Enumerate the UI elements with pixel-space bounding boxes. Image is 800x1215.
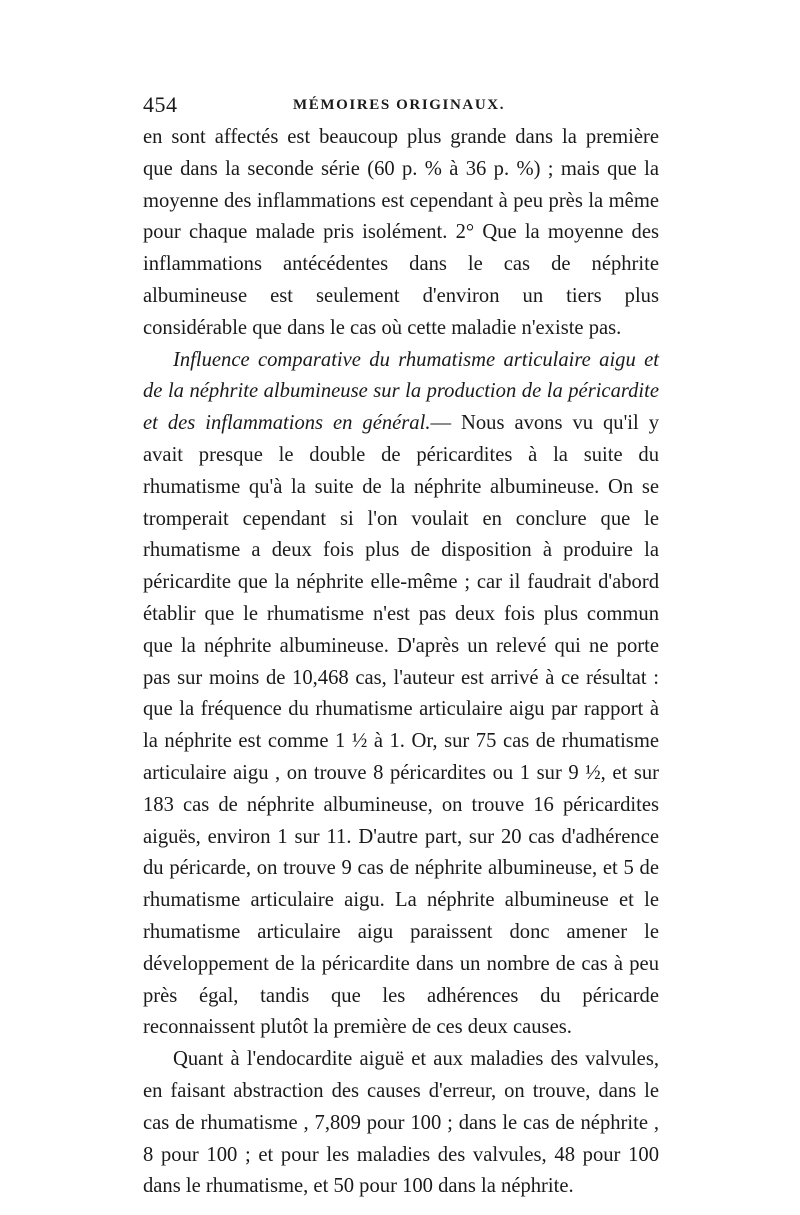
paragraph-2 [143, 345, 659, 1045]
paragraph-2-text: — Nous avons vu qu'il y avait presque le double de péricardites à la suite du rhumatisme qu'à la suite de la néphrite albumineuse. On se tromperait cependant si l'on voulait en conclure que le rhumatisme a deux fois plus de disposition à produire la péricardite que la néphrite elle-même ; car il faudrait d'abord établir que le rhumatisme n'est pas deux fois plus commun que la néphrite albumineuse. D'après un relevé qui ne porte pas sur moins de 10,468 cas, l'auteur est arrivé à ce résultat : que la fréquence du rhumatisme articulaire aigu par rapport à la néphrite est comme 1 ½ à 1. Or, sur 75 cas de rhumatisme articulaire aigu , on trouve 8 péricardites ou 1 sur 9 ½, et sur 183 cas de néphrite albumineuse, on trouve 16 péricardites aiguës, environ 1 sur 11. D'autre part, sur 20 cas d'adhérence du péricarde, on trouve 9 cas de néphrite albumineuse, et 5 de rhumatisme articulaire aigu. La néphrite albumineuse et le rhumatisme articulaire aigu paraissent donc amener le développement de la péricardite dans un nombre de cas à peu près égal, tandis que les adhérences du péricarde reconnaissent plutôt la première de ces deux causes. [143, 412, 659, 1039]
body-text [143, 122, 659, 1203]
paragraph-3: Quant à l'endocardite aiguë et aux maladies des valvules, en faisant abstraction des causes d'erreur, on trouve, dans le cas de rhumatisme , 7,809 pour 100 ; dans le cas de néphrite , 8 pour 100 ; et pour les maladies des valvules, 48 pour 100 dans le rhumatisme, et 50 pour 100 dans la néphrite. [143, 1048, 659, 1198]
page-header [143, 92, 659, 124]
running-title: MÉMOIRES ORIGINAUX. [293, 97, 506, 113]
page-number: 454 [143, 92, 178, 117]
paragraph-1: en sont affectés est beaucoup plus grande dans la première que dans la seconde série (60 p. % à 36 p. %) ; mais que la moyenne des inflammations est cependant à peu près la même pour chaque malade pris isolément. 2° Que la moyenne des inflammations antécédentes dans le cas de néphrite albumineuse est seulement d'environ un tiers plus considérable que dans le cas où cette maladie n'existe pas. [143, 126, 659, 339]
section-heading-italic: Influence comparative du rhumatisme articulaire aigu et de la néphrite albumineuse sur la production de la péricardite et des inflammations en général. [143, 348, 659, 435]
